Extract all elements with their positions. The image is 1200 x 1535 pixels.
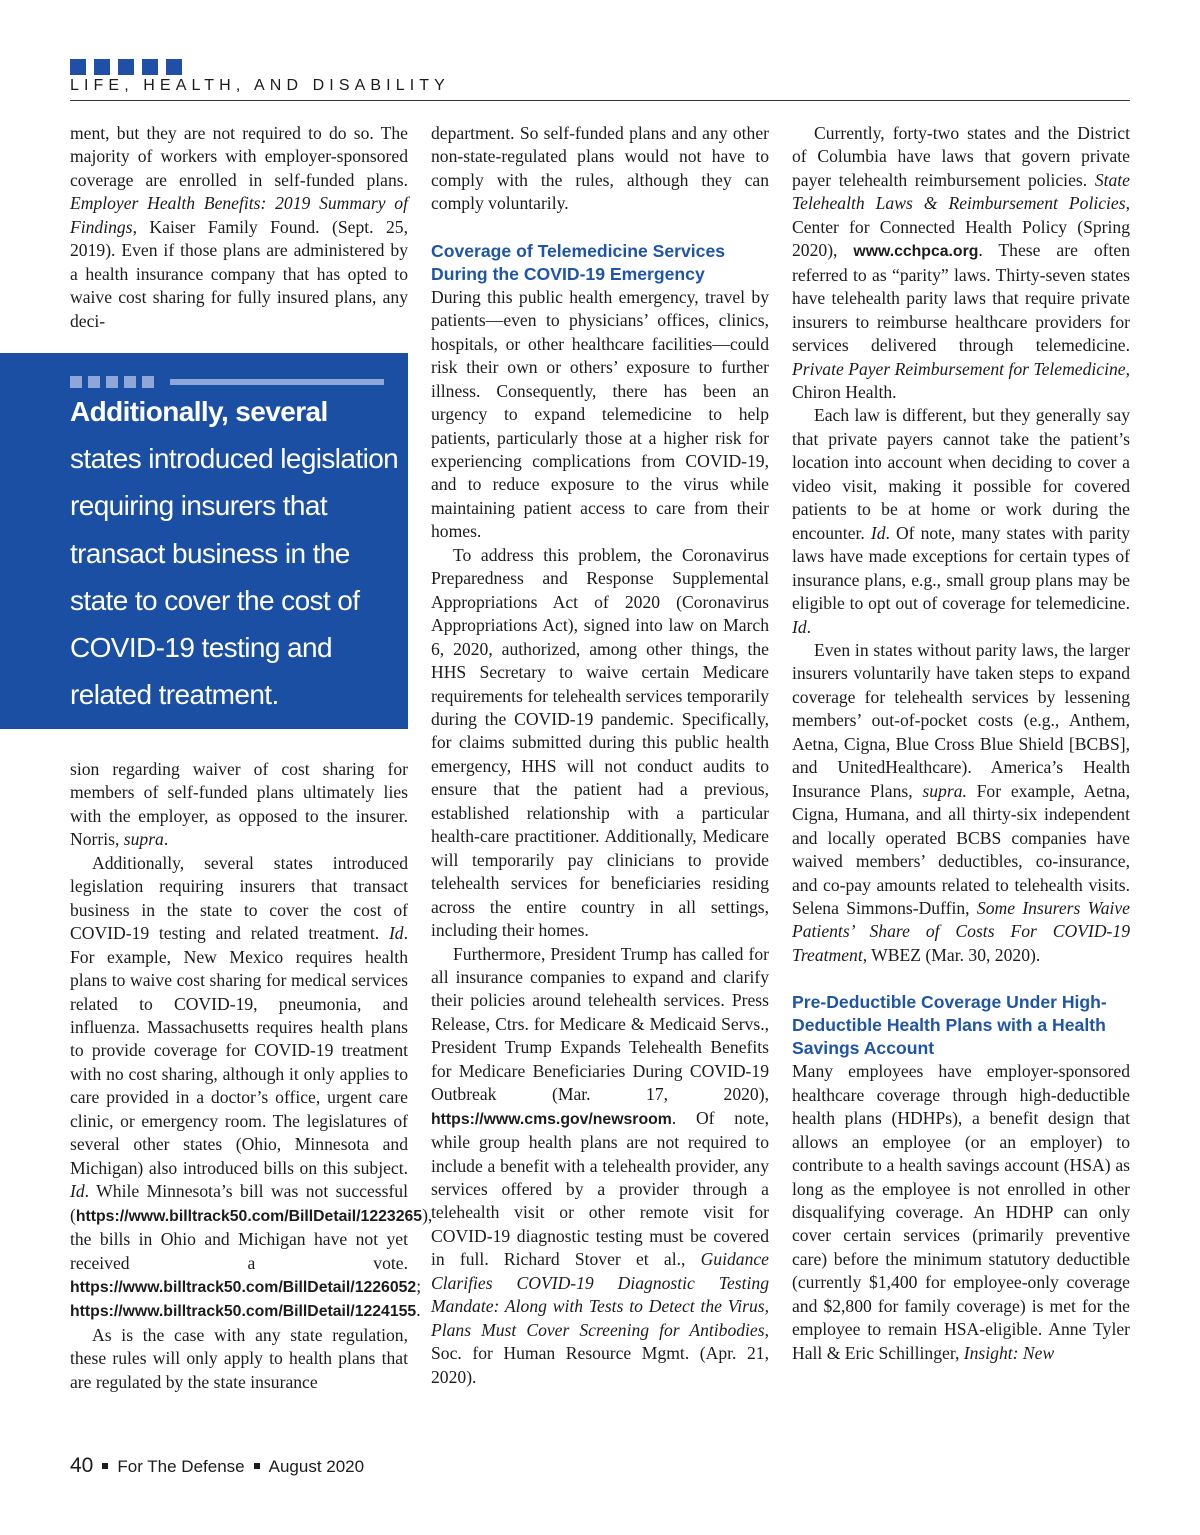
subhead-telemedicine: Coverage of Telemedicine Services During the COVID-19 Emergency (431, 240, 726, 284)
pull-quote-ornament (70, 376, 154, 388)
paragraph: Even in states without parity laws, the larger insurers voluntarily have taken steps to expand coverage for telehealth services by lessening members’ out-of-pocket costs (e.g., Anthem, Aetna, Cigna, Blue Cross Blue Shield [BCBS], and UnitedHealthcare). America’s Health Insurance Plans, supra. For example, Aetna, Cigna, Humana, and all thirty-six independent and locally operated BCBS companies have waived members’ deductibles, co-insurance, and co-pay amounts related to telehealth visits. Selena Simmons-Duffin, Some Insurers Waive Patients’ Share of Costs For COVID-19 Treatment, WBEZ (Mar. 30, 2020). (792, 639, 1130, 965)
paragraph: Many employees have employer-sponsored healthcare coverage through high-deductible health plans (HDHPs), a benefit design that allows an employee (or an employer) to contribute to a health savings account (HSA) as long as the employee is not enrolled in other disqualifying coverage. An HDHP can only cover certain services (primarily preventive care) before the minimum statutory deductible (currently $1,400 for employee-only coverage and $2,800 for family coverage) is met for the employee to remain HSA-eligible. Anne Tyler Hall & Eric Schillinger, Insight: New (792, 1061, 1130, 1363)
column-1-bottom (70, 758, 433, 1394)
header-rule (70, 100, 1130, 101)
link-billtrack-1223265[interactable]: https://www.billtrack50.com/BillDetail/1223265 (75, 1207, 423, 1225)
pull-quote-text: Additionally, several states introduced legislation requiring insurers that transact business in the state to cover the cost of COVID-19 testing and related treatment. (70, 396, 399, 711)
publication-name: For The Defense (117, 1457, 245, 1476)
column-3 (792, 122, 1130, 1365)
paragraph: Currently, forty-two states and the District of Columbia have laws that govern private payer telehealth reimbursement policies. State Telehealth Laws & Reimbursement Policies, Center for Connected Health Policy (Spring 2020), www.cchpca.org. These are often referred to as “parity” laws. Thirty-seven states have telehealth parity laws that require private insurers to reimburse healthcare providers for services delivered through telemedicine. Private Payer Reimbursement for Telemedicine, Chiron Health. (792, 123, 1130, 402)
paragraph: Each law is different, but they generally say that private payers cannot take the patient’s location into account when deciding to cover a video visit, making it possible for covered patients to be at home or work during the encounter. Id. Of note, many states with parity laws have made exceptions for certain types of insurance plans, e.g., small group plans may be eligible to opt out of coverage for telemedicine. Id. (792, 405, 1131, 637)
link-billtrack-1224155[interactable]: https://www.billtrack50.com/BillDetail/1224155 (70, 1303, 417, 1321)
paragraph: department. So self-funded plans and any other non-state-regulated plans would not have to comply with the rules, although they can comply voluntarily. (431, 123, 769, 214)
paragraph: sion regarding waiver of cost sharing for members of self-funded plans ultimately lies with the employer, as opposed to the insurer. Norris, supra. (70, 759, 408, 850)
link-billtrack-1226052[interactable]: https://www.billtrack50.com/BillDetail/1226052 (70, 1278, 417, 1296)
paragraph: Furthermore, President Trump has called for all insurance companies to expand and clarify their policies around telehealth services. Press Release, Ctrs. for Medicare & Medicaid Servs., President Trump Expands Telehealth Benefits for Medicare Beneficiaries During COVID-19 Outbreak (Mar. 17, 2020), https://www.cms.gov/newsroom. Of note, while group health plans are not required to include a benefit with a telehealth provider, any services offered by a provider through a telehealth visit or other remote visit for COVID-19 diagnostic testing must be covered in full. Richard Stover et al., Guidance Clarifies COVID-19 Diagnostic Testing Mandate: Along with Tests to Detect the Virus, Plans Must Cover Screening for Antibodies, Soc. for Human Resource Mgmt. (Apr. 21, 2020). (431, 943, 769, 1387)
subhead-hdhp: Pre-Deductible Coverage Under High-Deductible Health Plans with a Health Savings Account (792, 992, 1107, 1059)
bullet-separator (102, 1463, 108, 1469)
bullet-separator (254, 1463, 260, 1469)
section-label: LIFE, HEALTH, AND DISABILITY (70, 77, 450, 94)
page-number: 40 (70, 1454, 94, 1477)
paragraph: ment, but they are not required to do so. The majority of workers with employer-sponsored coverage are enrolled in self-funded plans. Employer Health Benefits: 2019 Summary of Findings, Kaiser Family Found. (Sept. 25, 2019). Even if those plans are administered by a health insurance company that has opted to waive cost sharing for fully insured plans, any deci- (70, 123, 408, 331)
pull-quote-box (0, 353, 408, 729)
pull-quote-rule (170, 379, 384, 385)
paragraph: Additionally, several states introduced legislation requiring insurers that transact business in the state to cover the cost of COVID-19 testing and related treatment. Id. For example, New Mexico requires health plans to waive cost sharing for medical services related to COVID-19, pneumonia, and influenza. Massachusetts requires health plans to provide coverage for COVID-19 treatment with no cost sharing, although it only applies to care provided in a doctor’s office, urgent care clinic, or emergency room. The legislatures of several other states (Ohio, Minnesota and Michigan) also introduced bills on this subject. Id. While Minnesota’s bill was not successful (https://www.billtrack50.com/BillDetail/1223265), the bills in Ohio and Michigan have not yet received a vote. https://www.billtrack50.com/BillDetail/1226052; https://www.billtrack50.com/BillDetail/1224155. (70, 852, 433, 1321)
paragraph: As is the case with any state regulation, these rules will only apply to health plans that are regulated by the state insurance (70, 1324, 408, 1392)
paragraph: During this public health emergency, travel by patients—even to physicians’ offices, clinics, hospitals, or other healthcare facilities—could risk their own or others’ exposure to further illness. Consequently, there has been an urgency to expand telemedicine to help patients, particularly those at a higher risk for experiencing complications from COVID-19, and to reduce exposure to the virus while maintaining patient access to care from their homes. (431, 286, 769, 542)
link-cms-newsroom[interactable]: https://www.cms.gov/newsroom (431, 1110, 672, 1128)
page-footer (70, 1454, 364, 1478)
column-1-top (70, 122, 408, 333)
column-2 (431, 122, 769, 1389)
paragraph: To address this problem, the Coronavirus Preparedness and Response Supplemental Appropriations Act of 2020 (Coronavirus Appropriations Act), signed into law on March 6, 2020, authorized, among other things, the HHS Secretary to waive certain Medicare requirements for telehealth services temporarily during the COVID-19 pandemic. Specifically, for claims submitted during this public health emergency, HHS will not conduct audits to ensure that the patient had a previous, established relationship with a particular health-care practitioner. Additionally, Medicare will temporarily pay clinicians to provide telehealth services for beneficiaries residing across the entire country in all settings, including their homes. (431, 544, 769, 941)
issue-date: August 2020 (268, 1457, 365, 1476)
link-cchpca[interactable]: www.cchpca.org (853, 243, 979, 261)
header-squares-ornament (70, 59, 182, 75)
